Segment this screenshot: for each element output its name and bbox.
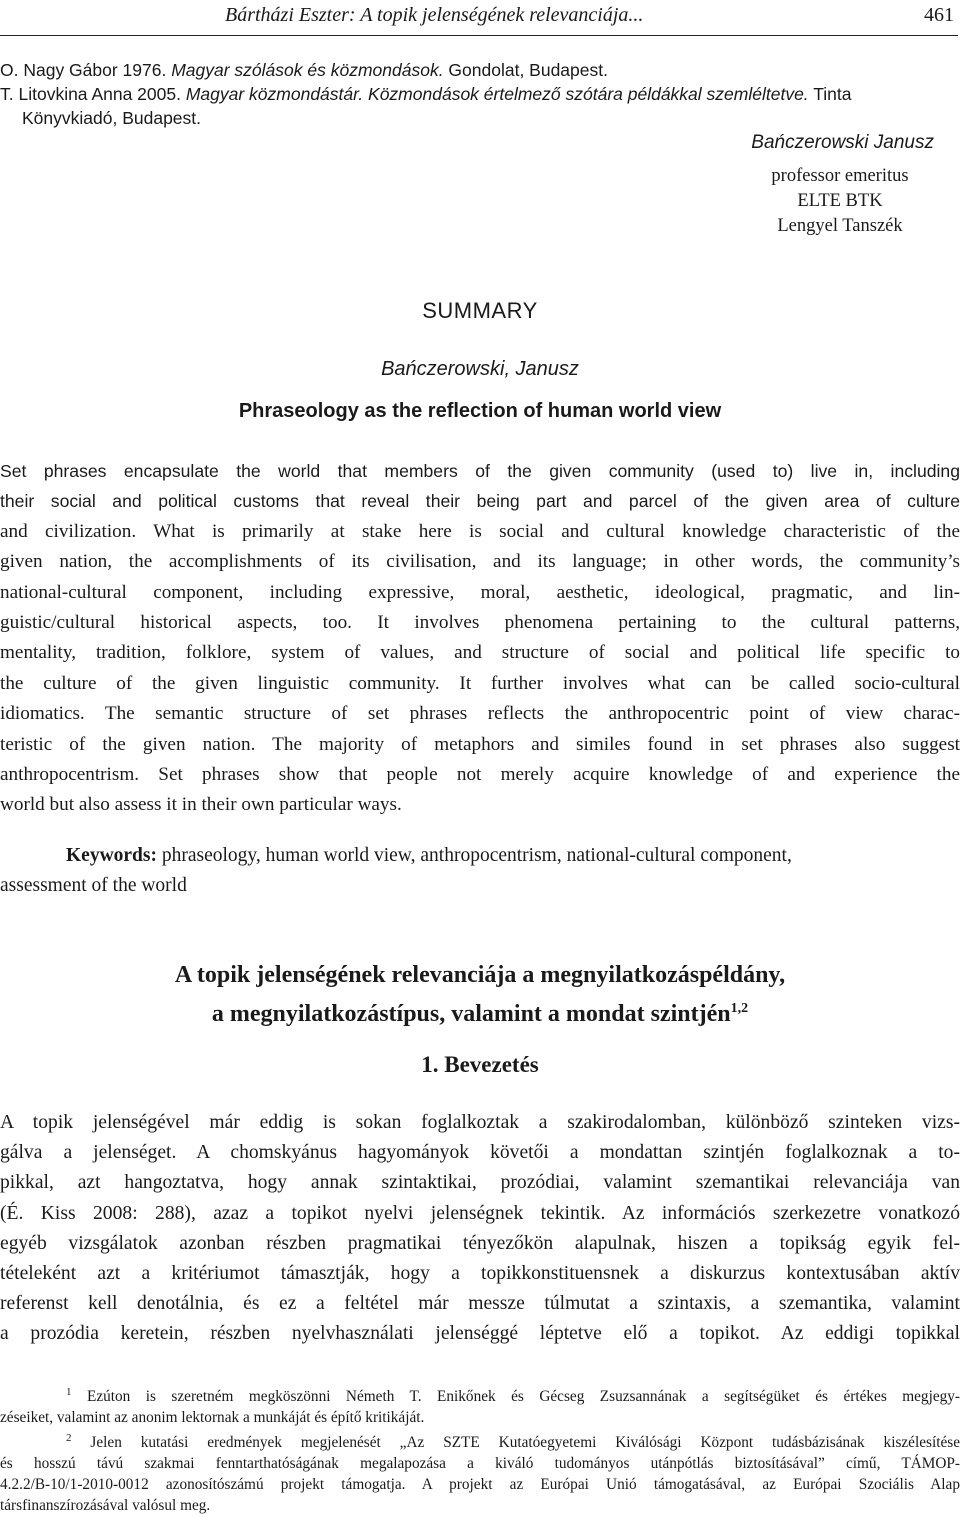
footnote-number: 2 xyxy=(66,1432,72,1445)
summary-abstract xyxy=(0,456,960,821)
author-position: professor emeritus xyxy=(771,166,909,186)
footnote-line: $^1$ Ezúton is szeretném megköszönni Németh T. Enikőnek és Gécseg Zsuzsannának a segítségüket és értékes megjegy- xyxy=(66,1386,960,1406)
page-number: 461 xyxy=(924,4,954,26)
keywords-line: Keywords: phraseology, human world view, anthropocentrism, national-cultural component, xyxy=(66,845,792,866)
abstract-line: teristic of the given nation. The majority of metaphors and similes found in set phrases also suggest xyxy=(0,733,960,755)
body-line: a prozódia keretein, részben nyelvhasználati jelenséggé léptetve elő a topikot. Az eddigi topikkal xyxy=(0,1323,960,1345)
body-text xyxy=(0,1108,960,1350)
summary-author: Bańczerowski, Janusz xyxy=(381,358,579,380)
abstract-line: anthropocentrism. Set phrases show that people not merely acquire knowledge of and experience the xyxy=(0,764,960,786)
abstract-line: guistic/cultural historical aspects, too. It involves phenomena pertaining to the cultural patterns, xyxy=(0,612,960,634)
abstract-line: given nation, the accomplishments of its civilisation, and its language; in other words, the community’s xyxy=(0,551,960,573)
abstract-line: idiomatics. The semantic structure of set phrases reflects the anthropocentric point of view charac- xyxy=(0,703,960,725)
abstract-line: their social and political customs that reveal their being part and parcel of the given area of culture xyxy=(0,491,960,512)
body-line: gálva a jelenséget. A chomskyánus hagyományok követői a mondattan szintjén foglalkoznak a to- xyxy=(0,1142,960,1164)
footnote-ref: 1,2 xyxy=(730,1001,749,1016)
reference-list xyxy=(0,58,960,130)
author-affiliation xyxy=(720,164,960,239)
body-line: pikkal, azt hangoztatva, hogy annak szintaktikai, prozódiai, valamint szemantikai relevanciája van xyxy=(0,1172,960,1194)
keywords xyxy=(0,841,960,901)
keywords-label: Keywords: xyxy=(66,845,157,866)
footnotes xyxy=(0,1382,960,1516)
body-line: referenst kell denotálnia, és ez a feltétel már messze túlmutat a szintaxis, a szemantika, valamint xyxy=(0,1293,960,1315)
body-line: A topik jelenségével már eddig is sokan foglalkoztak a szakirodalomban, különböző szinteken vizs- xyxy=(0,1112,960,1133)
body-line: egyéb vizsgálatok azonban részben pragmatikai tényezőkön alapulnak, hiszen a topikság egyik fel- xyxy=(0,1232,960,1254)
footnote-line: társfinanszírozásával valósul meg. xyxy=(0,1497,211,1515)
body-line: (É. Kiss 2008: 288), azaz a topikot nyelvi jelenségnek tekintik. Az információs szerkezetre vonatkozó xyxy=(0,1202,960,1224)
keywords-line: assessment of the world xyxy=(0,875,187,896)
reference-item: O. Nagy Gábor 1976. Magyar szólások és közmondások. Gondolat, Budapest. xyxy=(0,60,608,80)
reference-item-continuation: Könyvkiadó, Budapest. xyxy=(22,108,202,128)
author-department: Lengyel Tanszék xyxy=(777,216,903,236)
footnote-line: és hosszú távú szakmai fenntarthatóságának megalapozása a kiváló tudományos utánpótlás biztosításával” című, TÁMOP- xyxy=(0,1455,960,1473)
summary-title: Phraseology as the reflection of human world view xyxy=(238,400,722,422)
abstract-line: mentality, tradition, folklore, system of values, and structure of social and political life specific to xyxy=(0,642,960,664)
running-header xyxy=(0,4,958,34)
abstract-line: and civilization. What is primarily at stake here is social and cultural knowledge characteristic of the xyxy=(0,520,960,542)
section-heading: 1. Bevezetés xyxy=(421,1052,539,1077)
abstract-line: national-cultural component, including expressive, moral, aesthetic, ideological, pragmatic, and lin- xyxy=(0,581,960,603)
author-institution: ELTE BTK xyxy=(797,191,883,211)
footnote-line: 4.2.2/B-10/1-2010-0012 azonosítószámú projekt támogatja. A projekt az Európai Unió támogatásával, az Európai Szociális Alap xyxy=(0,1476,960,1494)
footnote-line: $^2$ Jelen kutatási eredmények megjelenését „Az SZTE Kutatóegyetemi Kiválósági Központ tudásbázisának kiszélesítése xyxy=(66,1432,960,1452)
footnote-line: zéseiket, valamint az anonim lektornak a munkáját és építő kritikáját. xyxy=(0,1409,425,1427)
abstract-line: Set phrases encapsulate the world that members of the given community (used to) live in, including xyxy=(0,461,960,481)
abstract-line: the culture of the given linguistic community. It further involves what can be called socio-cultural xyxy=(0,672,960,694)
article-title: A topik jelenségének relevanciája a megnyilatkozáspéldány, a megnyilatkozástípus, valamint a mondat szintjén$^{1,2}$ xyxy=(174,962,786,1027)
body-line: tételeként azt a kritériumot támasztják, hogy a topikkonstituensnek a diskurzus kontextusában aktív xyxy=(0,1263,960,1285)
abstract-line: world but also assess it in their own particular ways. xyxy=(0,794,402,816)
footnote-number: 1 xyxy=(66,1386,72,1398)
summary-heading: SUMMARY xyxy=(422,298,538,323)
reference-item: T. Litovkina Anna 2005. Magyar közmondástár. Közmondások értelmező szótára példákkal szemléltetve. Tinta xyxy=(0,84,852,104)
header-rule xyxy=(0,35,958,36)
running-title: Bártházi Eszter: A topik jelenségének relevanciája... xyxy=(225,4,644,26)
author-name: Bańczerowski Janusz xyxy=(751,132,934,153)
author-name-block xyxy=(534,130,934,156)
